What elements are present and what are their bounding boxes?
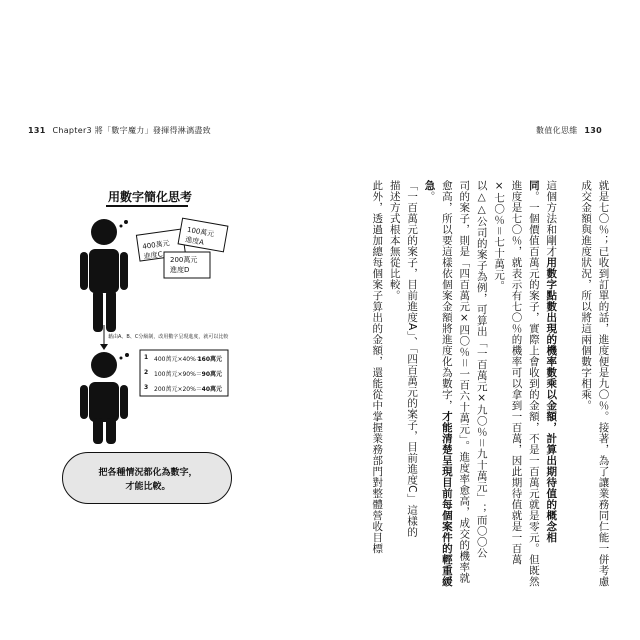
- summary-line-2: 才能比較。: [125, 482, 171, 492]
- body-text-segment: ×七〇％＝七十萬元。: [493, 180, 506, 292]
- text-column: [441, 180, 452, 587]
- section-name: 數值化思維: [536, 126, 578, 135]
- text-column: [511, 180, 522, 565]
- body-text-segment: 以△△公司的案子為例，可算出「一百萬元×九〇％＝九十萬元」；而〇〇公: [475, 180, 488, 559]
- chapter-title: Chapter3 將「數字魔力」發揮得淋漓盡致: [52, 126, 211, 135]
- bold-text: 用數字點數出現的機率數乘以金額，計算出期待值的概念相: [545, 257, 558, 543]
- body-text-segment: 愈高，所以要這樣依個案金額將進度化為數字，: [440, 180, 453, 411]
- text-column: [598, 180, 609, 587]
- figure-note: 藉由A、B、C分級制，改用數字呈現進度，就可以比較: [108, 334, 229, 340]
- body-text-segment: 此外，透過加總每個案子算出的金額，還能從中掌握業務部門對整體營收目標: [371, 180, 384, 554]
- title-underline: [106, 205, 188, 207]
- body-text-segment: 描述方式根本無從比較。: [388, 180, 401, 301]
- list-item: 1 400萬元×40%＝ 160萬元: [144, 354, 222, 363]
- text-column: [459, 180, 470, 583]
- body-text-segment: 「一百萬元的案子，目前進度A」、「四百萬元的案子，目前進度C」這樣的: [406, 180, 419, 538]
- right-page-header: [536, 125, 602, 136]
- bold-text: 急: [423, 180, 436, 191]
- left-page-number: 131: [28, 126, 46, 135]
- thought-dot: [120, 225, 123, 228]
- down-arrow-head: [100, 344, 108, 350]
- figure-title: 用數字簡化思考: [108, 190, 193, 204]
- text-column: [389, 180, 400, 301]
- body-text-segment: 。: [423, 191, 436, 202]
- list-item: 2 100萬元×90%＝ 90萬元: [144, 369, 222, 378]
- text-column: [476, 180, 487, 559]
- text-column: [407, 180, 418, 537]
- summary-pill: [62, 452, 232, 504]
- person-icon: [80, 352, 128, 444]
- thought-dot: [120, 357, 123, 360]
- thought-dot: [125, 353, 129, 357]
- body-text-segment: 這個方法和剛才: [545, 180, 558, 257]
- card-2-text: 100萬元 進度A: [184, 225, 215, 247]
- text-column: [372, 180, 383, 554]
- text-column: [581, 180, 592, 411]
- body-text-segment: 進度是七〇％，就表示有七〇％的機率可以拿到一百萬，因此期待值就是一百萬: [510, 180, 523, 565]
- right-page-number: 130: [584, 126, 602, 135]
- text-column: [494, 180, 505, 292]
- bold-text: 才能清楚呈現目前每個案件的輕重緩: [440, 411, 453, 587]
- bold-text: 同: [527, 180, 540, 191]
- text-column: [528, 180, 539, 587]
- card-1-text: 400萬元 進度C: [141, 239, 171, 261]
- list-item: 3 200萬元×20%＝ 40萬元: [144, 384, 222, 393]
- text-column: [546, 180, 557, 543]
- body-text-segment: 。一個價值百萬元的案子，實際上會收到的金額，不是一百萬元就是零元。但既然: [527, 191, 540, 587]
- summary-line-1: 把各種情況都化為數字，: [98, 468, 198, 478]
- body-text-segment: 就是七〇％；已收到訂單的話，進度便是九〇％。接著，為了讓業務同仁能一併考慮: [597, 180, 610, 587]
- thought-dot: [124, 220, 128, 224]
- body-text-segment: 司的案子，則是「四百萬元×四〇％＝一百六十萬元」。進度率愈高，成交的機率就: [458, 180, 471, 584]
- text-column: [424, 180, 435, 202]
- calculation-list: [141, 352, 226, 397]
- body-text-segment: 成交金額與進度狀況，所以將這兩個數字相乘。: [580, 180, 593, 411]
- person-icon: [80, 219, 128, 332]
- card-3-text: 200萬元 進度D: [170, 256, 198, 274]
